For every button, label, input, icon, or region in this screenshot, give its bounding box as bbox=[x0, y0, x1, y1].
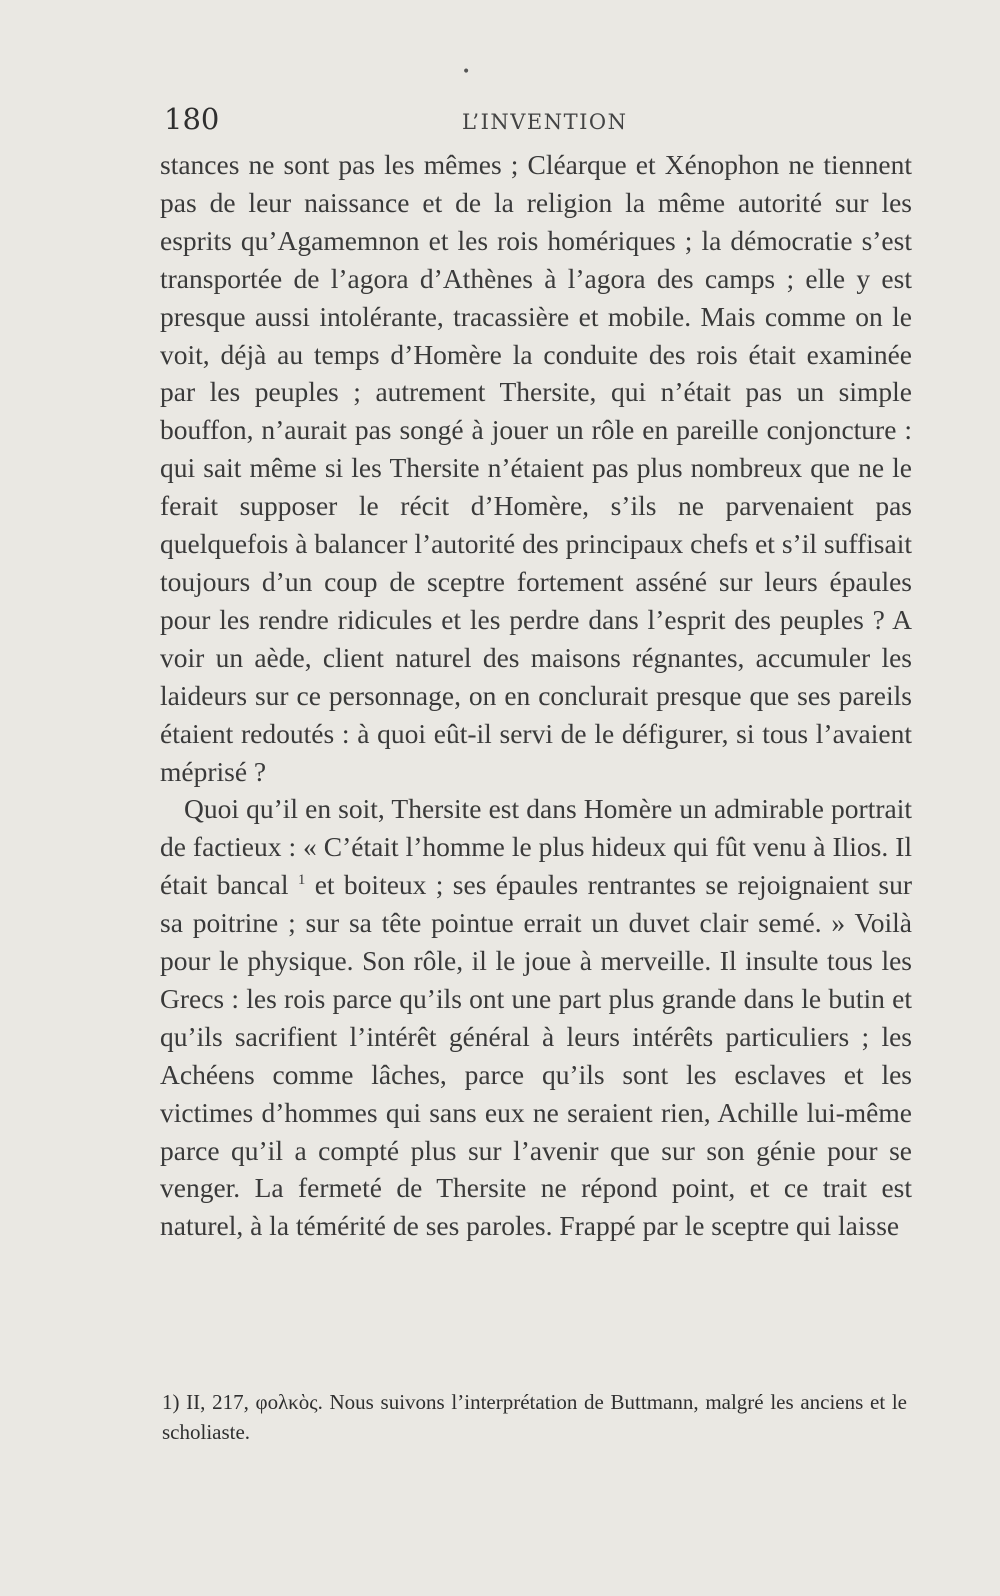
body-text bbox=[160, 146, 912, 1245]
ink-speck: • bbox=[462, 64, 471, 80]
paragraph-2-start: Quoi qu’il en soit, Thersite est dans Homère un admirable portrait de factieux : « C’était l’homme le plus hideux qui fût venu à Ilios. Il était bancal bbox=[160, 793, 912, 901]
paragraph-1: stances ne sont pas les mêmes ; Cléarque et Xénophon ne tiennent pas de leur naissance et de la religion la même autorité sur les esprits qu’Agamemnon et les rois homériques ; la démocratie s’est transportée de l’agora d’Athènes à l’agora des camps ; elle y est presque aussi intolérante, tracassière et mobile. Mais comme on le voit, déjà au temps d’Homère la conduite des rois était examinée par les peuples ; autrement Thersite, qui n’était pas un simple bouffon, n’aurait pas songé à jouer un rôle en pareille conjoncture : qui sait même si les Thersite n’étaient pas plus nombreux que ne le ferait supposer le récit d’Homère, s’ils ne parvenaient pas quelquefois à balancer l’autorité des principaux chefs et s’il suffisait toujours d’un coup de sceptre fortement asséné sur leurs épaules pour les rendre ridicules et les perdre dans l’esprit des peuples ? A voir un aède, client naturel des maisons régnantes, accumuler les laideurs sur ce personnage, on en conclurait presque que ses pareils étaient redoutés : à quoi eût-il servi de le défigurer, si tous l’avaient méprisé ? bbox=[160, 149, 912, 787]
page-header bbox=[164, 102, 909, 142]
page-number: 180 bbox=[164, 102, 220, 136]
running-head: L’INVENTION bbox=[462, 110, 628, 134]
paragraph-2-rest: et boiteux ; ses épaules rentrantes se rejoignaient sur sa poitrine ; sur sa tête pointue errait un duvet clair semé. » Voilà pour le physique. Son rôle, il le joue à merveille. Il insulte tous les Grecs : les rois parce qu’ils ont une part plus grande dans le butin et qu’ils sacrifient l’intérêt général à leurs intérêts particuliers ; les Achéens comme lâches, parce qu’ils sont les esclaves et les victimes d’hommes qui sans eux ne seraient rien, Achille lui-même parce qu’il a compté plus sur l’avenir que sur son génie pour se venger. La fermeté de Thersite ne répond point, et ce trait est naturel, à la témérité de ses paroles. Frappé par le sceptre qui laisse bbox=[160, 869, 913, 1242]
paragraph-2 bbox=[160, 790, 912, 1245]
footnote-reference[interactable]: 1 bbox=[297, 872, 306, 889]
footnote: 1) II, 217, φολκὸς. Nous suivons l’interprétation de Buttmann, malgré les anciens et le scholiaste. bbox=[162, 1390, 907, 1444]
